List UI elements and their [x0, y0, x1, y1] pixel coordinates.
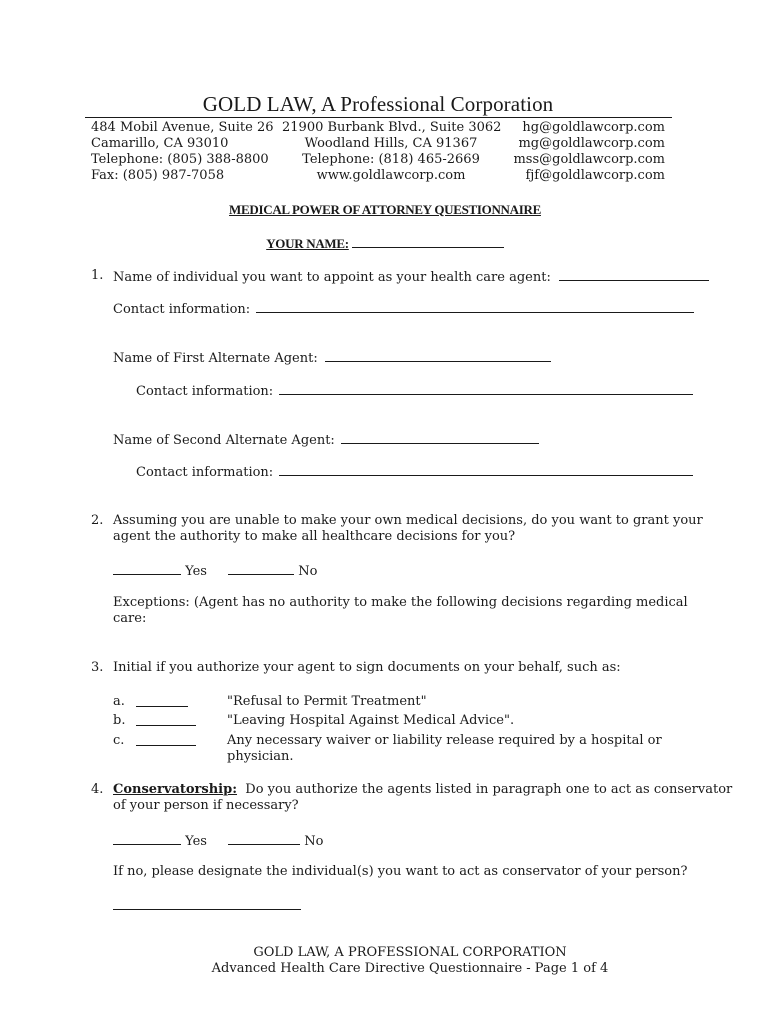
header-rule — [85, 117, 672, 118]
q3-item-text: "Refusal to Permit Treatment" — [227, 694, 427, 709]
first-alternate-contact-field[interactable] — [279, 382, 693, 395]
page-footer — [0, 945, 770, 977]
email-link[interactable]: mss@goldlawcorp.com — [513, 152, 665, 167]
question-number: 1. — [91, 268, 104, 283]
first-alternate-label: Name of First Alternate Agent: — [113, 351, 318, 366]
q4-if-no-text: If no, please designate the individual(s) you want to act as conservator of your person? — [113, 864, 688, 879]
first-alternate-row — [113, 349, 551, 367]
email-link[interactable]: hg@goldlawcorp.com — [522, 120, 665, 135]
fax-line: Fax: (805) 987-7058 — [91, 168, 225, 183]
q2-yes-label: Yes — [185, 564, 207, 579]
your-name-field[interactable] — [352, 236, 504, 248]
question-number: 2. — [91, 513, 104, 528]
q2-text-line: Assuming you are unable to make your own medical decisions, do you want to grant your — [113, 513, 703, 528]
q2-text-line: agent the authority to make all healthcare decisions for you? — [113, 529, 516, 544]
address-line: 21900 Burbank Blvd., Suite 3062 — [282, 120, 502, 135]
first-alternate-field[interactable] — [325, 349, 551, 362]
firm-name: GOLD LAW, A Professional Corporation — [202, 92, 554, 116]
q3-item-text: Any necessary waiver or liability release required by a hospital or — [227, 733, 662, 748]
footer-page-info: Advanced Health Care Directive Questionnaire - Page 1 of 4 — [211, 961, 609, 976]
first-alternate-contact-label: Contact information: — [136, 384, 274, 399]
q2-no-field[interactable] — [228, 562, 294, 575]
phone-line: Telephone: (805) 388-8800 — [91, 152, 269, 167]
office-left-address — [91, 120, 273, 184]
q4-yes-no-row — [113, 832, 323, 850]
exceptions-line: care: — [113, 611, 147, 626]
q3-item-text: "Leaving Hospital Against Medical Advice". — [227, 713, 515, 728]
footer-firm-name: GOLD LAW, A PROFESSIONAL CORPORATION — [253, 945, 567, 960]
agent-name-row — [113, 268, 709, 286]
address-line: Camarillo, CA 93010 — [91, 136, 229, 151]
second-alternate-contact-row — [136, 463, 693, 481]
q3-item-letter: c. — [113, 733, 125, 748]
q3-item-letter: b. — [113, 713, 126, 728]
your-name-row — [0, 236, 770, 252]
second-alternate-contact-field[interactable] — [279, 463, 693, 476]
agent-name-label: Name of individual you want to appoint as your health care agent: — [113, 270, 551, 285]
website-link[interactable]: www.goldlawcorp.com — [316, 168, 466, 183]
q3-item-initial-field[interactable] — [136, 733, 196, 751]
q4-text-rest: Do you authorize the agents listed in paragraph one to act as conservator — [237, 782, 733, 797]
q4-text-line — [113, 782, 732, 798]
conservator-name-field[interactable] — [113, 897, 301, 915]
email-link[interactable]: fjf@goldlawcorp.com — [525, 168, 665, 183]
document-title: MEDICAL POWER OF ATTORNEY QUESTIONNAIRE — [229, 202, 541, 217]
q4-yes-field[interactable] — [113, 832, 181, 845]
q4-yes-label: Yes — [185, 834, 207, 849]
q2-yes-field[interactable] — [113, 562, 181, 575]
q3-prompt: Initial if you authorize your agent to sign documents on your behalf, such as: — [113, 660, 621, 675]
agent-contact-row — [113, 300, 694, 318]
q3-item-text: physician. — [227, 749, 294, 764]
q3-item-initial-field[interactable] — [136, 694, 188, 712]
second-alternate-label: Name of Second Alternate Agent: — [113, 433, 335, 448]
q3-item-initial-field[interactable] — [136, 713, 196, 731]
q3-item-letter: a. — [113, 694, 125, 709]
your-name-label: YOUR NAME: — [266, 236, 349, 251]
office-middle-address — [282, 120, 500, 184]
address-line: Woodland Hills, CA 91367 — [304, 136, 478, 151]
second-alternate-row — [113, 431, 539, 449]
second-alternate-field[interactable] — [341, 431, 539, 444]
question-number: 3. — [91, 660, 104, 675]
q2-no-label: No — [298, 564, 318, 579]
exceptions-line: Exceptions: (Agent has no authority to make the following decisions regarding medical — [113, 595, 688, 610]
address-line: 484 Mobil Avenue, Suite 26 — [91, 120, 274, 135]
q4-no-field[interactable] — [228, 832, 300, 845]
first-alternate-contact-row — [136, 382, 693, 400]
email-list — [513, 120, 665, 184]
agent-name-field[interactable] — [559, 268, 709, 281]
phone-line: Telephone: (818) 465-2669 — [302, 152, 480, 167]
q4-no-label: No — [304, 834, 324, 849]
agent-contact-label: Contact information: — [113, 302, 251, 317]
q2-yes-no-row — [113, 562, 317, 580]
agent-contact-field[interactable] — [256, 300, 694, 313]
email-link[interactable]: mg@goldlawcorp.com — [518, 136, 665, 151]
second-alternate-contact-label: Contact information: — [136, 465, 274, 480]
q4-text-line: of your person if necessary? — [113, 798, 299, 813]
conservatorship-label: Conservatorship: — [113, 782, 238, 797]
question-number: 4. — [91, 782, 104, 797]
